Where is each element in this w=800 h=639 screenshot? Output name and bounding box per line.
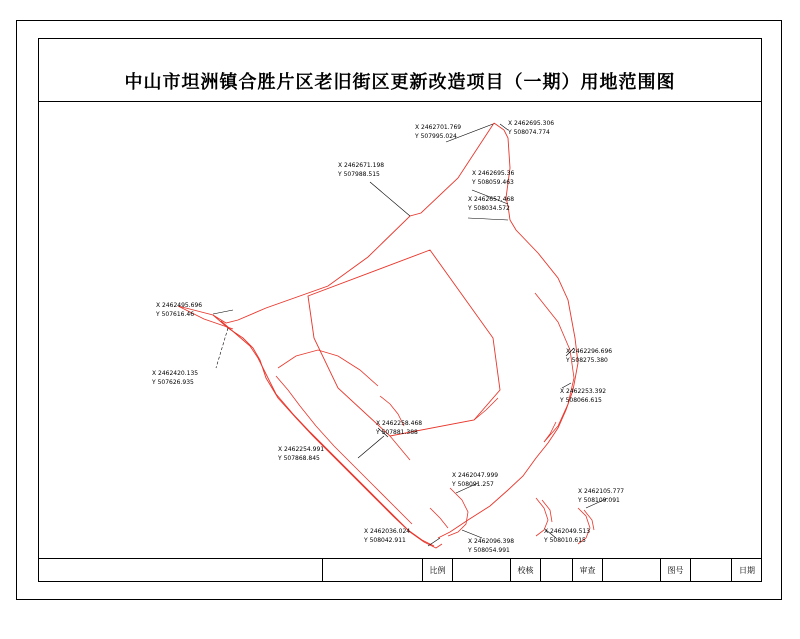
coordinate-label: X 2462047.999 Y 508091.257 (452, 472, 499, 488)
coordinate-label: X 2462657.468 Y 508034.572 (468, 196, 515, 212)
leader-lines (213, 124, 608, 546)
title-block-cell (541, 559, 573, 582)
title-block-cell-scale: 比例 (423, 559, 453, 582)
coordinate-label: X 2462254.991 Y 507868.845 (278, 446, 325, 462)
coordinate-label: X 2462420.135 Y 507626.935 (152, 370, 199, 386)
coordinate-label: X 2462096.398 Y 508054.991 (468, 538, 515, 554)
coordinate-label: X 2462296.696 Y 508275.380 (566, 348, 613, 364)
site-boundary-map (38, 38, 762, 582)
parcel-inner-block (308, 250, 500, 436)
title-block-cell-date: 日期 (739, 566, 755, 575)
title-block (38, 558, 762, 582)
coordinate-label: X 2462049.513 Y 508010.615 (544, 528, 591, 544)
title-block-cell (453, 559, 511, 582)
title-block-cell-review: 审查 (573, 559, 603, 582)
parcel-east-branch (535, 293, 574, 442)
title-block-cell (691, 559, 732, 582)
coordinate-label: X 2462495.696 Y 507616.46 (156, 302, 203, 318)
coordinate-label: X 2462105.777 Y 508109.091 (578, 488, 625, 504)
coordinate-label: X 2462258.468 Y 507881.388 (376, 420, 423, 436)
coordinate-label: X 2462253.392 Y 508066.615 (560, 388, 607, 404)
coordinate-label: X 2462695.36 Y 508059.463 (472, 170, 515, 186)
page-title: 中山市坦洲镇合胜片区老旧街区更新改造项目（一期）用地范围图 (124, 72, 676, 93)
coordinate-label: X 2462701.769 Y 507995.024 (415, 124, 462, 140)
coordinate-label: X 2462695.306 Y 508074.774 (508, 120, 555, 136)
title-block-cell-check: 校核 (511, 559, 541, 582)
title-block-cell (323, 559, 423, 582)
title-block-cell-drawing-no: 图号 (661, 559, 691, 582)
coordinate-label: X 2462671.198 Y 507988.515 (338, 162, 385, 178)
title-block-cell (38, 559, 323, 582)
coordinate-label: X 2462036.024 Y 508042.911 (364, 528, 411, 544)
title-block-cell (603, 559, 661, 582)
parcel-boundary-outer (178, 123, 578, 538)
